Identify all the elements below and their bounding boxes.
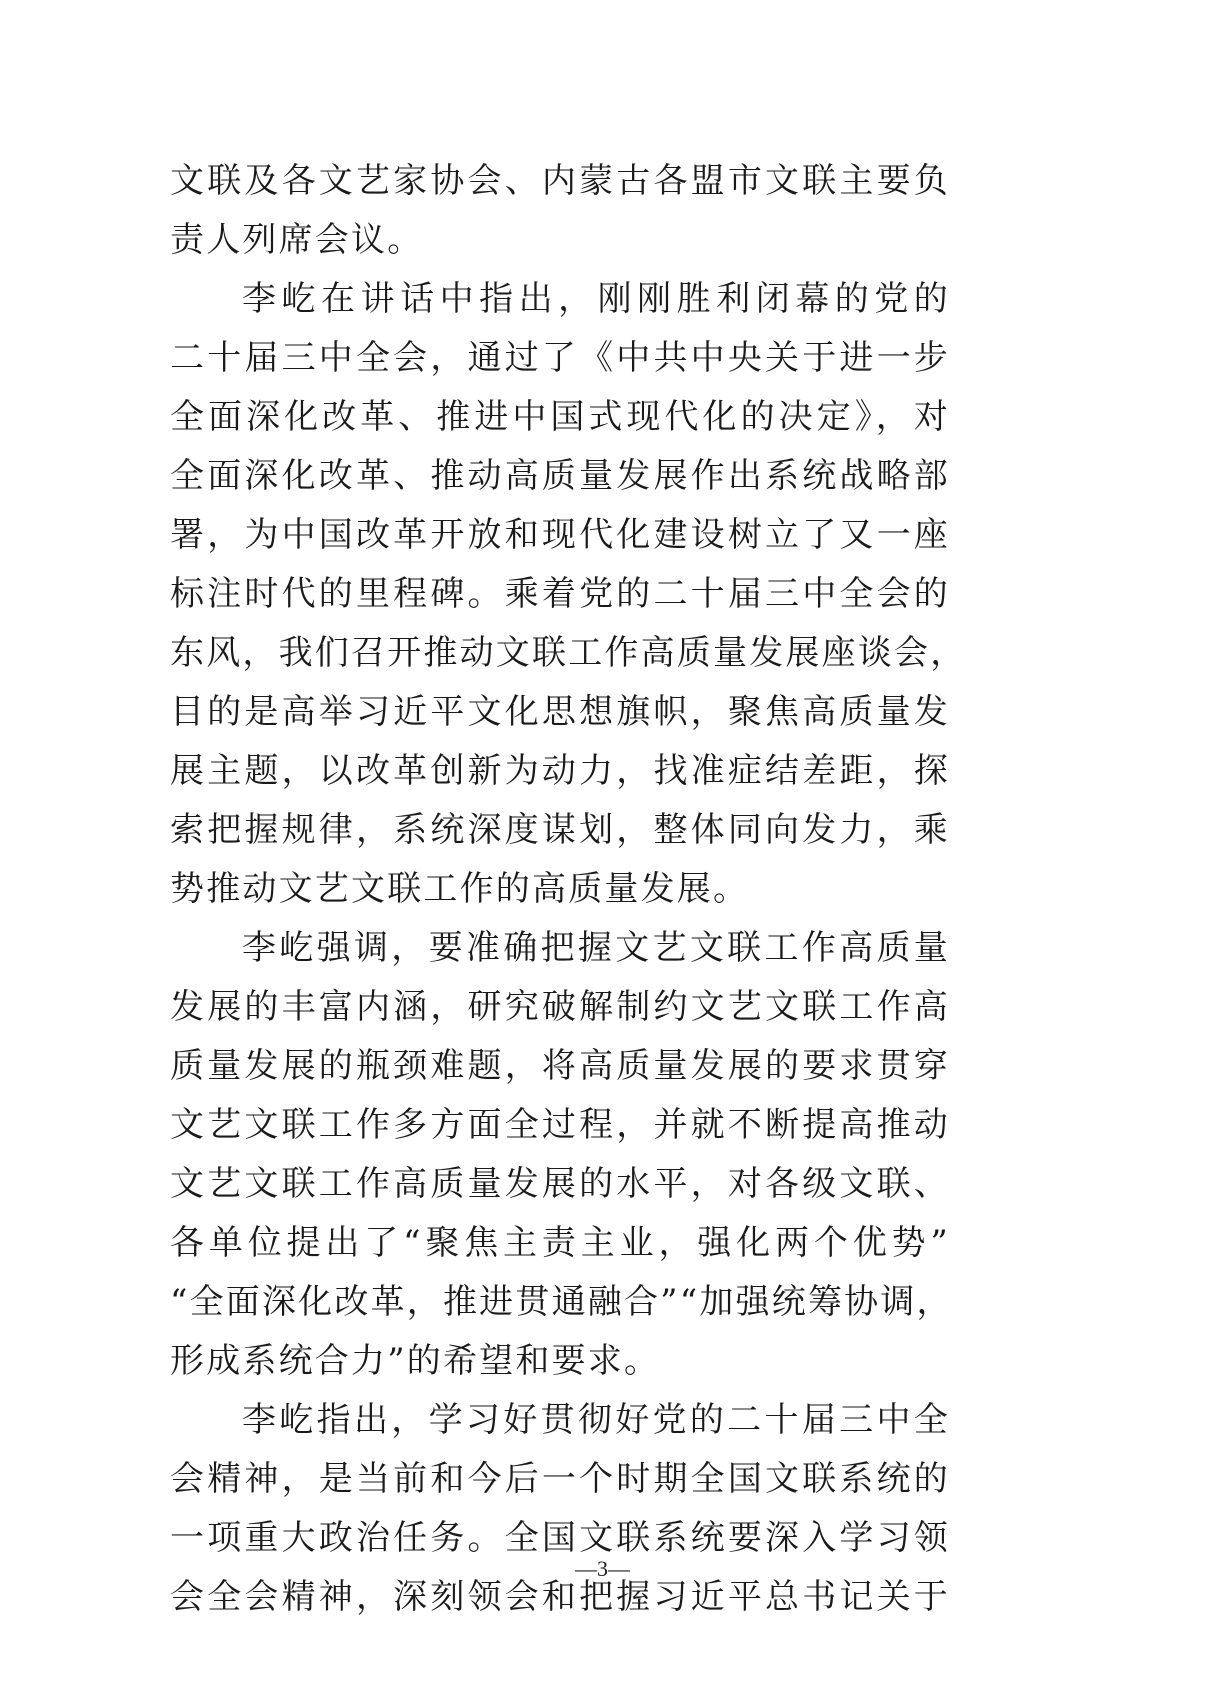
- text-line: 质量发展的瓶颈难题，将高质量发展的要求贯穿: [170, 1046, 950, 1086]
- text-line: 署，为中国改革开放和现代化建设树立了又一座: [170, 515, 950, 555]
- text-line: 李屹在讲话中指出，刚刚胜利闭幕的党的: [242, 279, 950, 319]
- text-line: 索把握规律，系统深度谋划，整体同向发力，乘: [170, 810, 950, 850]
- text-line: 会精神，是当前和今后一个时期全国文联系统的: [170, 1459, 950, 1499]
- text-line: 全面深化改革、推动高质量发展作出系统战略部: [170, 456, 950, 496]
- text-line: 文联及各文艺家协会、内蒙古各盟市文联主要负: [170, 161, 950, 201]
- text-line: 目的是高举习近平文化思想旗帜，聚焦高质量发: [170, 692, 950, 732]
- page-number: —3—: [575, 1556, 630, 1581]
- text-line: 二十届三中全会，通过了《中共中央关于进一步: [170, 338, 950, 378]
- text-line: 李屹指出，学习好贯彻好党的二十届三中全: [242, 1400, 950, 1440]
- text-line: “全面深化改革，推进贯通融合”“加强统筹协调，: [170, 1282, 953, 1322]
- text-line: 发展的丰富内涵，研究破解制约文艺文联工作高: [170, 987, 950, 1027]
- text-line: 李屹强调，要准确把握文艺文联工作高质量: [242, 928, 950, 968]
- text-line: 标注时代的里程碑。乘着党的二十届三中全会的: [170, 574, 950, 614]
- text-line: 全面深化改革、推进中国式现代化的决定》，对: [170, 397, 950, 437]
- text-line: 文艺文联工作多方面全过程，并就不断提高推动: [170, 1105, 950, 1145]
- body-text: [170, 152, 967, 1627]
- text-line: 各单位提出了“聚焦主责主业，强化两个优势”: [170, 1223, 950, 1263]
- text-line: 文艺文联工作高质量发展的水平，对各级文联、: [170, 1164, 950, 1204]
- text-line: 责人列席会议。: [170, 220, 424, 260]
- text-line: 势推动文艺文联工作的高质量发展。: [170, 869, 750, 909]
- text-line: 一项重大政治任务。全国文联系统要深入学习领: [170, 1518, 950, 1558]
- text-line: 形成系统合力”的希望和要求。: [170, 1341, 661, 1381]
- text-line: 会全会精神，深刻领会和把握习近平总书记关于: [170, 1577, 950, 1617]
- text-line: 展主题，以改革创新为动力，找准症结差距，探: [170, 751, 950, 791]
- text-line: 东风，我们召开推动文联工作高质量发展座谈会，: [170, 633, 967, 673]
